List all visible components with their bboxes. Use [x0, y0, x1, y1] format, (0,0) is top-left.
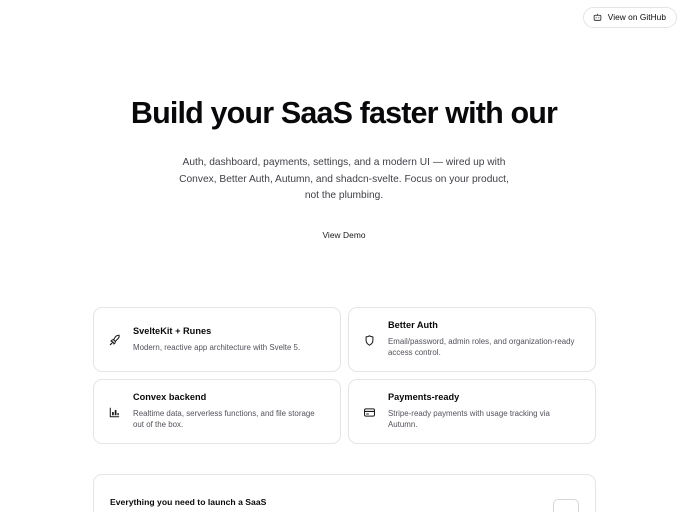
shield-icon: [363, 334, 376, 347]
page-title: Build your SaaS faster with our: [130, 96, 558, 130]
feature-description: Modern, reactive app architecture with Svelte 5.: [133, 342, 301, 352]
launch-cta-panel: [93, 474, 596, 512]
launch-cta-actions: [544, 497, 579, 512]
rocket-icon: [108, 334, 121, 347]
view-on-github-button[interactable]: [583, 7, 677, 28]
feature-card-body: [133, 392, 326, 430]
page-header: [0, 0, 688, 34]
view-demo-link[interactable]: View Demo: [322, 229, 366, 240]
credit-card-icon: [363, 406, 376, 419]
launch-cta-text: [110, 497, 530, 512]
github-icon: [593, 13, 602, 22]
feature-card-convex[interactable]: [93, 379, 341, 444]
feature-title: SvelteKit + Runes: [133, 325, 212, 336]
hero-section: [0, 96, 688, 243]
feature-card-body: [388, 392, 581, 430]
feature-title: Better Auth: [388, 320, 438, 331]
feature-card-payments[interactable]: [348, 379, 596, 444]
feature-description: Realtime data, serverless functions, and file storage out of the box.: [133, 409, 315, 429]
feature-card-body: [388, 320, 581, 358]
feature-title: Convex backend: [133, 392, 207, 403]
feature-description: Email/password, admin roles, and organization-ready access control.: [388, 337, 575, 357]
hero-subtitle: Auth, dashboard, payments, settings, and a modern UI — wired up with Convex, Better Auth, Autumn, and shadcn-svelte. Focus on your product, not the plumbing.: [179, 156, 509, 202]
feature-title: Payments-ready: [388, 392, 460, 403]
feature-description: Stripe-ready payments with usage tracking via Autumn.: [388, 409, 550, 429]
launch-cta-title: Everything you need to launch a SaaS: [110, 497, 267, 507]
view-on-github-label: View on GitHub: [607, 12, 666, 22]
bar-chart-icon: [108, 406, 121, 419]
feature-card-sveltekit[interactable]: [93, 307, 341, 372]
feature-card-body: [133, 326, 300, 354]
feature-card-better-auth[interactable]: [348, 307, 596, 372]
launch-cta-button[interactable]: [553, 499, 579, 512]
feature-grid: [93, 307, 596, 444]
hero-actions: [0, 225, 688, 243]
